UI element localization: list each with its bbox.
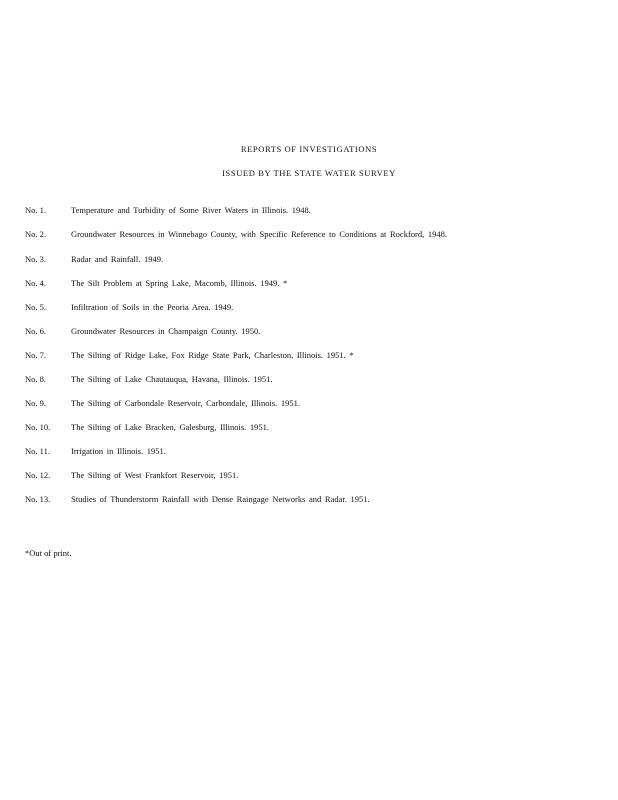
report-number: No. 4. [25, 278, 47, 288]
report-number: No. 3. [25, 254, 47, 264]
report-title: Groundwater Resources in Winnebago County, with Specific Reference to Conditions at Rockford, 1948. [71, 229, 447, 239]
report-number: No. 6. [25, 326, 47, 336]
list-item [25, 253, 585, 265]
report-title: Radar and Rainfall. 1949. [71, 254, 164, 264]
list-item [25, 421, 585, 433]
report-title: Groundwater Resources in Champaign County. 1950. [71, 326, 261, 336]
report-number: No. 2. [25, 229, 47, 239]
list-item [25, 301, 585, 313]
report-number: No. 7. [25, 350, 47, 360]
report-number: No. 8. [25, 374, 47, 384]
report-number: No. 9. [25, 398, 47, 408]
report-number: No. 11. [25, 446, 50, 456]
list-item [25, 204, 585, 216]
list-item [25, 325, 585, 337]
list-item [25, 469, 585, 481]
list-item [25, 373, 585, 385]
report-title: The Silt Problem at Spring Lake, Macomb, Illinois. 1949. * [71, 278, 288, 288]
report-number: No. 1. [25, 205, 47, 215]
report-title: The Silting of Carbondale Reservoir, Carbondale, Illinois. 1951. [71, 398, 300, 408]
list-item [25, 445, 585, 457]
report-title: The Silting of Lake Chautauqua, Havana, Illinois. 1951. [71, 374, 273, 384]
out-of-print-footnote: *Out of print. [25, 548, 72, 558]
list-item [25, 397, 585, 409]
report-title: Studies of Thunderstorm Rainfall with Dense Raingage Networks and Radar. 1951. [71, 494, 370, 504]
report-number: No. 10. [25, 422, 51, 432]
report-number: No. 5. [25, 302, 47, 312]
report-list [25, 204, 585, 517]
report-title: Temperature and Turbidity of Some River Waters in Illinois. 1948. [71, 205, 311, 215]
list-subheading: ISSUED BY THE STATE WATER SURVEY [222, 168, 396, 178]
report-number: No. 13. [25, 494, 51, 504]
report-title: The Silting of Lake Bracken, Galesburg, Illinois. 1951. [71, 422, 270, 432]
report-title: The Silting of West Frankfort Reservoir, 1951. [71, 470, 239, 480]
list-item [25, 228, 585, 240]
list-heading: REPORTS OF INVESTIGATIONS [240, 144, 378, 154]
report-title: The Silting of Ridge Lake, Fox Ridge State Park, Charleston, Illinois. 1951. * [71, 350, 354, 360]
report-title: Infiltration of Soils in the Peoria Area. 1949. [71, 302, 234, 312]
report-title: Irrigation in Illinois. 1951. [71, 446, 166, 456]
list-item [25, 349, 585, 361]
list-item [25, 277, 585, 289]
list-item [25, 493, 585, 505]
report-number: No. 12. [25, 470, 51, 480]
